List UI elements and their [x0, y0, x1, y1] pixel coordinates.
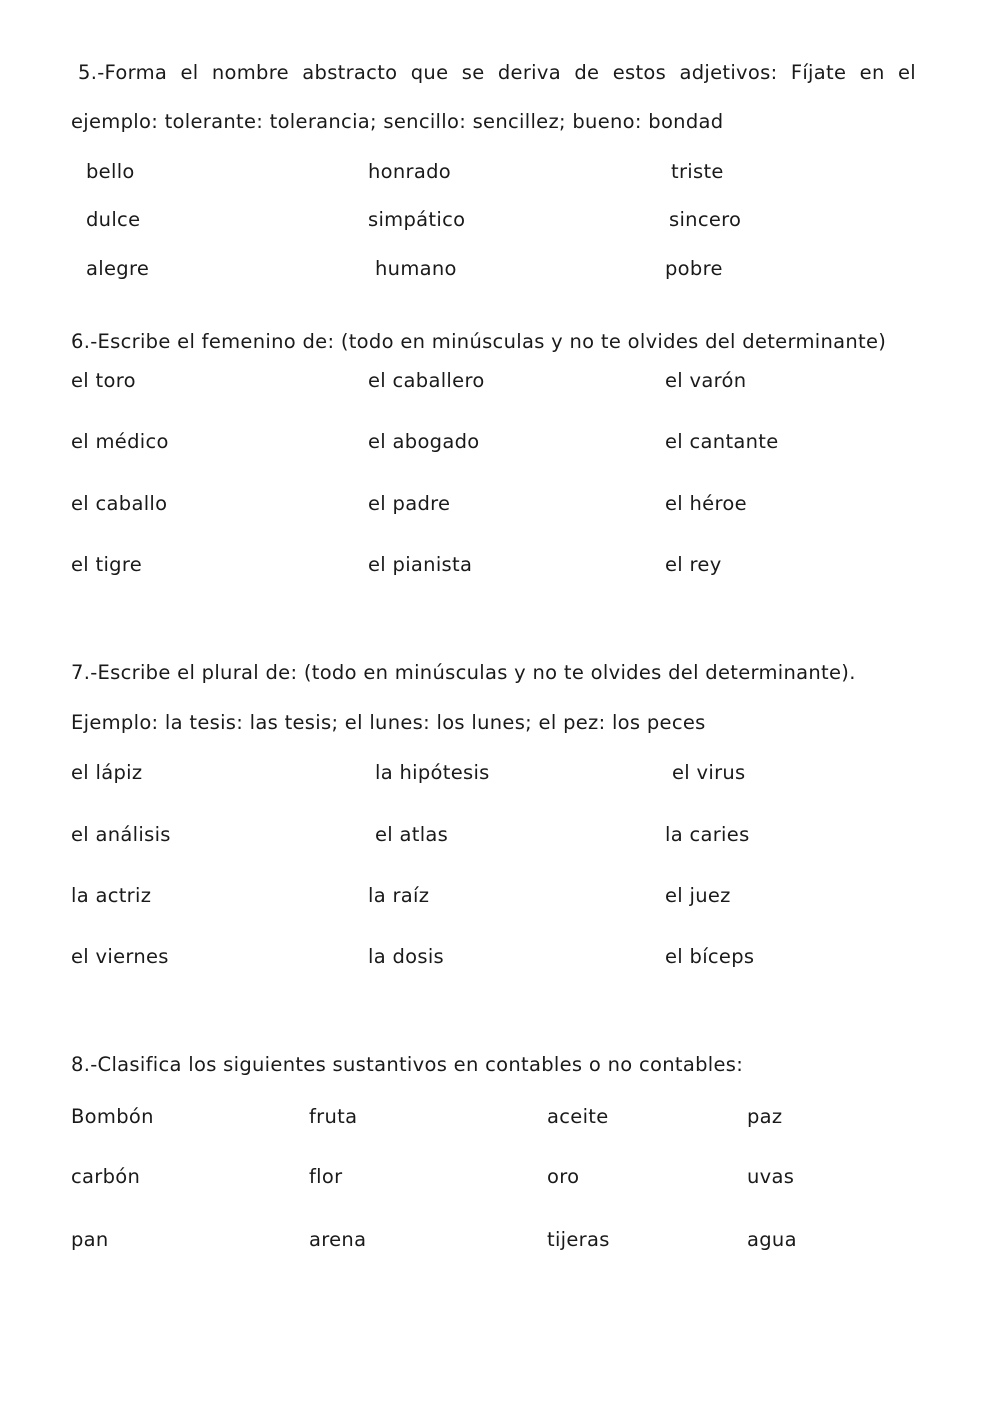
title-word: deriva	[497, 61, 561, 84]
word-item: el caballo	[71, 492, 168, 515]
title-word: adjetivos:	[679, 61, 778, 84]
title-word: nombre	[211, 61, 289, 84]
word-item: alegre	[86, 257, 150, 280]
title-word: el	[897, 61, 916, 84]
section-6-title: 6.-Escribe el femenino de: (todo en minúsculas y no te olvides del determinante)	[71, 330, 887, 353]
title-word: se	[461, 61, 485, 84]
word-item: el toro	[71, 369, 136, 392]
word-item: el análisis	[71, 823, 171, 846]
word-item: oro	[547, 1165, 580, 1188]
word-item: simpático	[368, 208, 466, 231]
word-item: agua	[747, 1228, 797, 1251]
title-word: Fíjate	[790, 61, 847, 84]
word-item: el cantante	[665, 430, 779, 453]
word-item: el rey	[665, 553, 722, 576]
word-item: el juez	[665, 884, 731, 907]
word-item: el virus	[672, 761, 746, 784]
word-item: flor	[309, 1165, 343, 1188]
word-item: uvas	[747, 1165, 795, 1188]
title-word: abstracto	[302, 61, 398, 84]
word-item: la hipótesis	[375, 761, 490, 784]
section-5-title	[78, 61, 916, 85]
word-item: la raíz	[368, 884, 430, 907]
section-7-title: 7.-Escribe el plural de: (todo en minúsculas y no te olvides del determinante).	[71, 661, 856, 684]
word-item: dulce	[86, 208, 141, 231]
word-item: la actriz	[71, 884, 152, 907]
word-item: honrado	[368, 160, 452, 183]
word-item: pobre	[665, 257, 723, 280]
title-word: estos	[612, 61, 667, 84]
title-word: que	[410, 61, 449, 84]
word-item: la dosis	[368, 945, 445, 968]
word-item: arena	[309, 1228, 367, 1251]
word-item: sincero	[669, 208, 742, 231]
word-item: el varón	[665, 369, 747, 392]
word-item: el médico	[71, 430, 169, 453]
word-item: el tigre	[71, 553, 143, 576]
word-item: el caballero	[368, 369, 485, 392]
section-7-example: Ejemplo: la tesis: las tesis; el lunes: los lunes; el pez: los peces	[71, 711, 706, 734]
title-word: en	[859, 61, 885, 84]
word-item: la caries	[665, 823, 750, 846]
word-item: bello	[86, 160, 135, 183]
word-item: paz	[747, 1105, 783, 1128]
word-item: el padre	[368, 492, 451, 515]
section-8-title: 8.-Clasifica los siguientes sustantivos en contables o no contables:	[71, 1053, 744, 1076]
word-item: el bíceps	[665, 945, 755, 968]
word-item: Bombón	[71, 1105, 154, 1128]
word-item: tijeras	[547, 1228, 610, 1251]
word-item: aceite	[547, 1105, 609, 1128]
word-item: humano	[375, 257, 457, 280]
word-item: el lápiz	[71, 761, 143, 784]
word-item: el pianista	[368, 553, 473, 576]
word-item: fruta	[309, 1105, 358, 1128]
word-item: carbón	[71, 1165, 141, 1188]
title-word: 5.-Forma	[78, 61, 168, 84]
word-item: el héroe	[665, 492, 747, 515]
word-item: el viernes	[71, 945, 169, 968]
section-5-example: ejemplo: tolerante: tolerancia; sencillo: sencillez; bueno: bondad	[71, 110, 724, 133]
word-item: el atlas	[375, 823, 449, 846]
title-word: de	[574, 61, 600, 84]
word-item: pan	[71, 1228, 109, 1251]
word-item: el abogado	[368, 430, 480, 453]
title-word: el	[180, 61, 199, 84]
word-item: triste	[671, 160, 724, 183]
